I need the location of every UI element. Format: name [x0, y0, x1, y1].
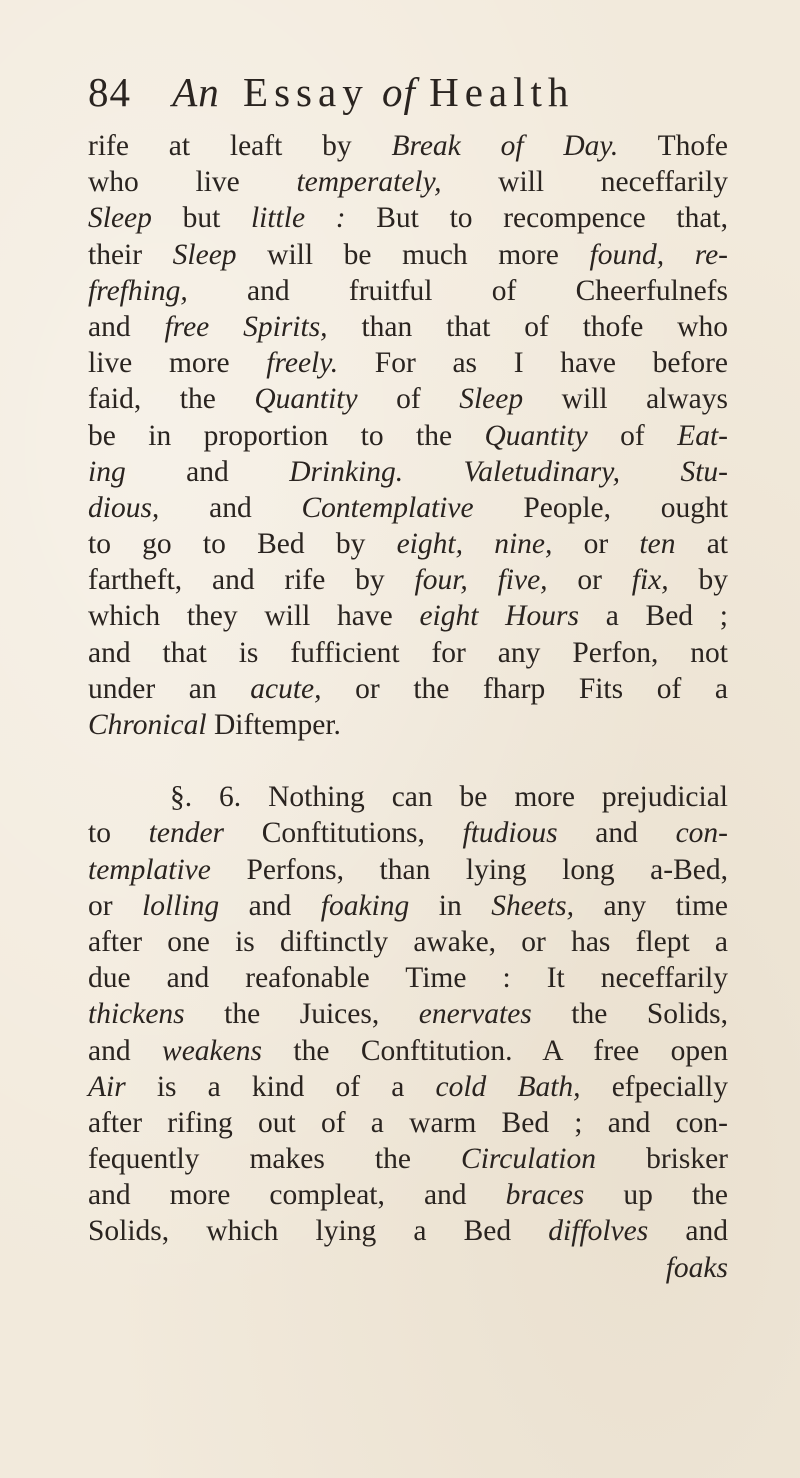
italic-text: frefhing, [88, 274, 188, 307]
p1-line [88, 454, 728, 490]
italic-text: acute, [250, 672, 322, 705]
p2-line [88, 1213, 728, 1249]
text-run: and [125, 455, 290, 488]
text-run: than that of thofe who [327, 310, 728, 343]
text-run: up the [584, 1179, 729, 1212]
p2-line [88, 1141, 728, 1177]
italic-text: Air [88, 1070, 126, 1103]
italic-text: eight, nine, [396, 528, 553, 561]
running-head-of: of [381, 69, 416, 115]
text-run: at [675, 528, 728, 561]
p1-line [88, 418, 728, 454]
text-run: and [159, 491, 302, 524]
paragraph-gap [88, 743, 728, 779]
text-run: Perfons, than lying long a-Bed, [210, 853, 728, 886]
text-run: but [151, 202, 251, 235]
text-run: Diftemper. [206, 709, 341, 741]
text-run: rife at leaft by [88, 130, 392, 162]
text-run: But to recompence that, [345, 202, 728, 235]
italic-text: tender [148, 817, 225, 850]
italic-text: Break of Day. [391, 130, 619, 162]
italic-text: found, re- [589, 238, 729, 271]
p1-line [88, 598, 728, 634]
italic-text: dious, [88, 491, 160, 524]
italic-text: Contemplative [301, 491, 474, 524]
text-run: the Conftitution. A free open [261, 1034, 729, 1067]
italic-text: braces [505, 1179, 585, 1212]
text-run: will neceffarily [441, 166, 728, 199]
p2-line [88, 888, 728, 924]
italic-text: foaking [320, 889, 410, 922]
text-run: to [88, 817, 149, 850]
italic-text: ing [88, 455, 126, 488]
text-run: or the fharp Fits of a [321, 672, 728, 705]
italic-text: Sleep [88, 202, 152, 235]
p1-line [88, 635, 728, 671]
italic-text: freely. [266, 347, 339, 380]
paragraph-1 [88, 128, 728, 743]
italic-text: Sleep [172, 238, 237, 271]
p2-line [88, 1033, 728, 1069]
text-run: under an [88, 672, 251, 705]
p2-line [88, 815, 728, 851]
p2-line [88, 852, 728, 888]
text-run: and more compleat, and [88, 1179, 506, 1212]
italic-text: cold Bath, [435, 1070, 581, 1103]
p2-line [88, 779, 728, 815]
italic-text: Quantity [254, 383, 358, 416]
paragraph-2 [88, 779, 728, 1249]
text-run: a Bed ; [578, 600, 729, 633]
italic-text: four, five, [414, 564, 548, 597]
italic-text: lolling [142, 889, 220, 922]
text-run: fequently makes the [88, 1143, 462, 1176]
italic-text: diffolves [548, 1215, 649, 1248]
text-run: Thofe [618, 130, 729, 162]
p1-line [88, 128, 728, 164]
text-run: People, ought [473, 491, 728, 524]
italic-text: thickens [88, 998, 185, 1031]
text-run: any time [573, 889, 729, 922]
italic-text: con- [675, 817, 729, 850]
text-run: §. 6. Nothing can be more prejudicial [170, 781, 728, 814]
text-run: and [88, 310, 165, 343]
p2-line [88, 960, 728, 996]
p2-line [88, 1105, 728, 1141]
p1-line [88, 164, 728, 200]
text-run: faid, the [88, 383, 255, 416]
text-run: For as I have before [338, 347, 728, 380]
text-run: which they will have [88, 600, 420, 633]
p2-line [88, 924, 728, 960]
italic-text: Chronical [88, 709, 207, 741]
p1-line [88, 707, 728, 743]
italic-text: Eat- [677, 419, 728, 452]
text-run: due and reafonable Time : It neceffarily [88, 962, 728, 995]
text-run: Solids, which lying a Bed [88, 1215, 549, 1248]
text-run: or [552, 528, 640, 561]
text-run: and [557, 817, 676, 850]
text-run: fartheft, and rife by [88, 564, 415, 597]
italic-text: enervates [418, 998, 532, 1031]
text-run: in [409, 889, 492, 922]
text-run: who live [88, 166, 297, 199]
text-run: live more [88, 347, 267, 380]
italic-text: free Spirits, [164, 310, 328, 343]
text-run: after rifing out of a warm Bed ; and con- [88, 1106, 728, 1139]
text-run: and that is fufficient for any Perfon, not [88, 636, 728, 669]
p1-line [88, 345, 728, 381]
body-text [88, 128, 728, 1286]
running-head-an: An [172, 69, 220, 115]
p1-line [88, 490, 728, 526]
italic-text: Sheets, [491, 889, 574, 922]
running-head [88, 68, 728, 116]
text-run: after one is diftinctly awake, or has flept a [88, 925, 728, 958]
catchword-text: foaks [665, 1251, 728, 1284]
p2-line [88, 1069, 728, 1105]
text-run: and [219, 889, 321, 922]
text-run: be in proportion to the [88, 419, 485, 452]
text-run: of [587, 419, 678, 452]
p1-line [88, 273, 728, 309]
catchword [88, 1250, 728, 1286]
text-run: will always [523, 383, 728, 416]
text-run: by [668, 564, 728, 597]
text-run: and [648, 1215, 728, 1248]
text-run: and [88, 1034, 163, 1067]
italic-text: fix, [631, 564, 669, 597]
italic-text: ten [639, 528, 676, 561]
italic-text: Circulation [461, 1143, 596, 1176]
text-run: will be much more [236, 238, 590, 271]
text-run: efpecially [580, 1070, 729, 1103]
text-run: and fruitful of Cheerfulnefs [187, 274, 728, 307]
text-run: of [357, 383, 460, 416]
p1-line [88, 671, 728, 707]
text-run: or [88, 889, 143, 922]
p1-line [88, 526, 728, 562]
italic-text: little : [250, 202, 346, 235]
italic-text: Quantity [484, 419, 588, 452]
italic-text: ftudious [462, 817, 558, 850]
text-run: or [547, 564, 632, 597]
text-run: the Juices, [184, 998, 419, 1031]
p1-line [88, 562, 728, 598]
p1-line [88, 237, 728, 273]
p1-line [88, 381, 728, 417]
p1-line [88, 200, 728, 236]
running-head-essay: Essay [243, 69, 369, 115]
page-number: 84 [88, 69, 131, 115]
italic-text: Drinking. Valetudinary, Stu- [289, 455, 728, 488]
italic-text: eight Hours [419, 600, 579, 633]
text-run: to go to Bed by [88, 528, 397, 561]
p1-line [88, 309, 728, 345]
text-run: brisker [596, 1143, 728, 1176]
italic-text: temperately, [296, 166, 442, 199]
italic-text: Sleep [459, 383, 524, 416]
text-run: Conftitutions, [224, 817, 463, 850]
text-run: the Solids, [531, 998, 728, 1031]
italic-text: weakens [162, 1034, 262, 1067]
running-head-health: Health [429, 69, 575, 115]
text-run: their [88, 238, 173, 271]
italic-text: templative [88, 853, 211, 886]
text-run: is a kind of a [125, 1070, 436, 1103]
p2-line [88, 996, 728, 1032]
p2-line [88, 1177, 728, 1213]
